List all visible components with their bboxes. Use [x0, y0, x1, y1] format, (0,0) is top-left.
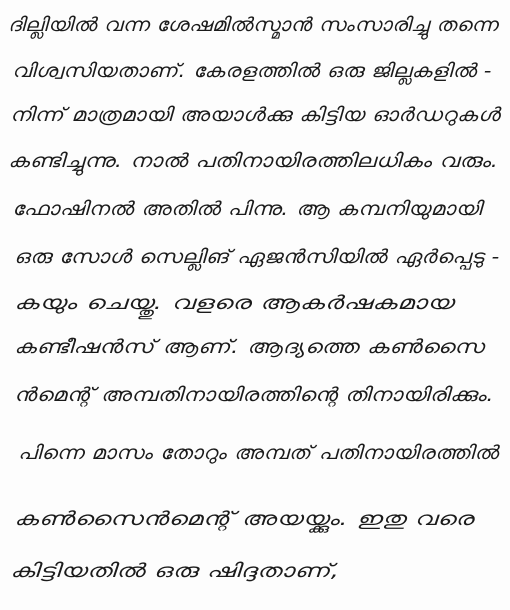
text-line-2: വിശ്വസിയതാണ്. കേരളത്തിൽ ഒരു ജില്ലകളിൽ -	[12, 60, 492, 82]
text-line-12: കിട്ടിയതിൽ ഒരു ഷിദ്ദതാണ്,	[10, 560, 340, 582]
text-line-11: കൺസൈൻമെന്റ് അയയ്ക്കും. ഇതു വരെ	[14, 508, 474, 530]
text-line-7: കയും ചെയ്തു. വളരെ ആകർഷകമായ	[14, 292, 454, 314]
text-line-3: നിന്ന് മാത്രമായി അയാൾക്കു കിട്ടിയ ഓർഡറുകൾ	[10, 104, 500, 126]
text-line-5: ഫോഷിനൽ അതിൽ പിന്നു. ആ കമ്പനിയുമായി	[12, 198, 482, 220]
text-line-6: ഒരു സോൾ സെല്ലിങ് ഏജൻസിയിൽ ഏർപ്പെടു -	[14, 246, 500, 268]
text-line-10: പിന്നെ മാസം തോറും അമ്പത് പതിനായിരത്തിൽ	[18, 442, 499, 464]
text-line-4: കണ്ടിച്ചുന്നു. നാൽ പതിനായിരത്തിലധികം വരും.	[8, 150, 499, 172]
text-line-9: ൻമെന്റ് അമ്പതിനായിരത്തിന്റെ തിനായിരിക്കും.	[14, 384, 494, 406]
text-line-8: കണ്ടീഷൻസ് ആണ്. ആദ്യത്തെ കൺസൈ	[14, 336, 485, 358]
text-line-1: ദില്ലിയിൽ വന്ന ശേഷമിൽസ്മാൻ സംസാരിച്ചു തന്നെ	[8, 14, 498, 36]
